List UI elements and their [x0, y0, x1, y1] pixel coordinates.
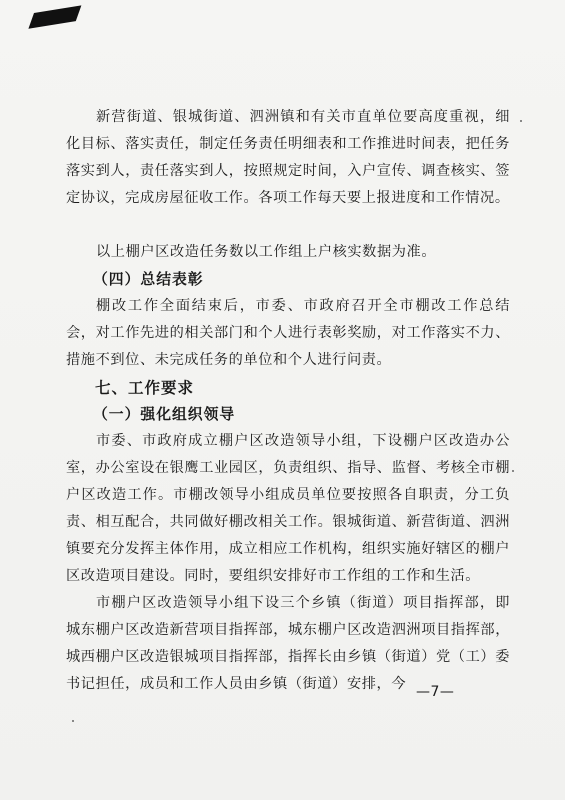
scan-dust-mark: [72, 720, 74, 722]
paragraph-data-basis: 以上棚户区改造任务数以工作组上户核实数据为准。: [96, 244, 437, 260]
paragraph-summary-awards: 棚改工作全面结束后，市委、市政府召开全市棚改工作总结会，对工作先进的相关部门和个人进行表彰奖励，对工作落实不力、措施不到位、未完成任务的单位和个人进行问责。: [66, 298, 510, 368]
section-heading-work-requirements: 七、工作要求: [95, 378, 195, 397]
section-heading-summary: （四）总结表彰: [93, 271, 204, 288]
paragraph-project-headquarters: 市棚户区改造领导小组下设三个乡镇（街道）项目指挥部，即城东棚户区改造新营项目指挥部，城东棚户区改造泗洲项目指挥部，城西棚户区改造银城项目指挥部，指挥长由乡镇（街道）党（工）委书记担任，成员和工作人员由乡镇（街道）安排，今: [66, 595, 510, 692]
scan-corner-mark: [28, 5, 81, 28]
paragraph-task-responsibility: 新营街道、银城街道、泗洲镇和有关市直单位要高度重视，细化目标、落实责任，制定任务责任明细表和工作推进时间表，把任务落实到人，责任落实到人，按照规定时间，入户宣传、调查核实、签定协议，完成房屋征收工作。各项工作每天要上报进度和工作情况。: [66, 109, 510, 206]
page-number: —7—: [416, 684, 455, 700]
scan-dust-mark: [512, 470, 514, 472]
scan-dust-mark: [520, 120, 522, 122]
section-heading-organization-leadership: （一）强化组织领导: [93, 406, 236, 423]
paragraph-leadership-group: 市委、市政府成立棚户区改造领导小组，下设棚户区改造办公室，办公室设在银鹰工业园区，负责组织、指导、监督、考核全市棚户区改造工作。市棚改领导小组成员单位要按照各自职责，分工负责、相互配合，共同做好棚改相关工作。银城街道、新营街道、泗洲镇要充分发挥主体作用，成立相应工作机构，组织实施好辖区的棚户区改造项目建设。同时，要组织安排好市工作组的工作和生活。: [66, 433, 510, 584]
